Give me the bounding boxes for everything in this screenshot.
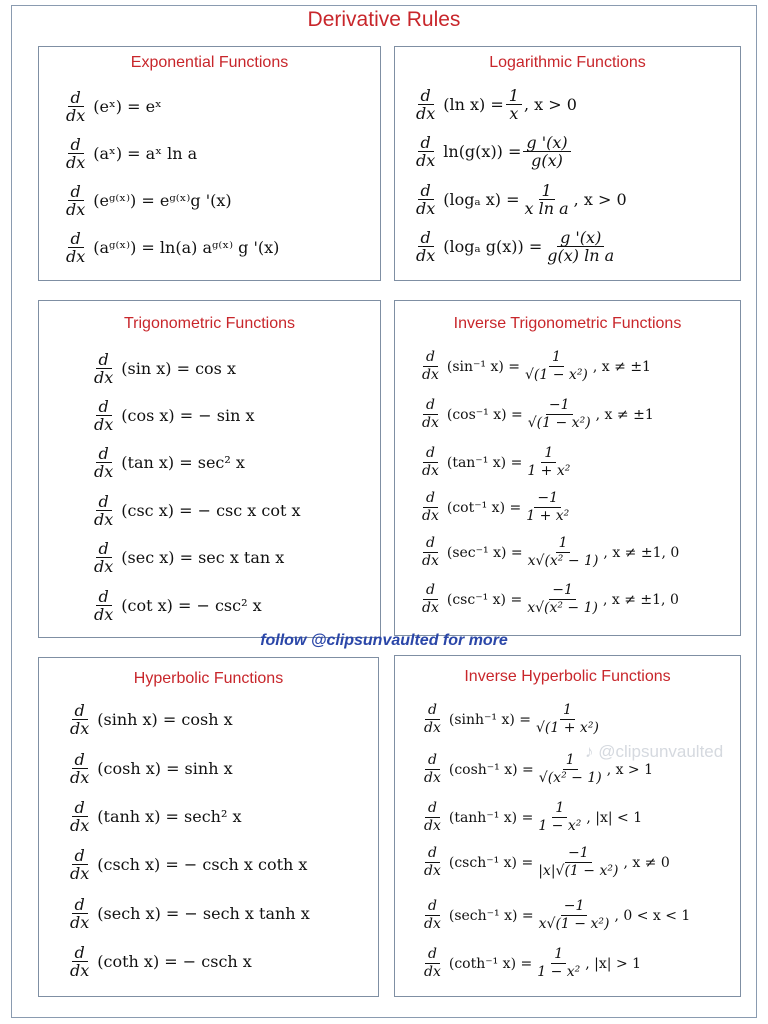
rule: $\frac{d}{dx}$ (csch⁻¹ x) = $\frac{-1}{\text{|x|√(1 − x²)}}$ , x ≠ 0: [424, 845, 670, 879]
watermark-follow: follow @clipsunvaulted for more: [260, 632, 508, 649]
watermark-tiktok: ♪ @clipsunvaulted: [585, 742, 724, 761]
panel-inverse-hyperbolic: [394, 655, 741, 997]
panel-title: Inverse Hyperbolic Functions: [464, 668, 671, 685]
rule: $\frac{d}{dx}$ (tan⁻¹ x) = $\frac{1}{\text{1 + x²}}$: [422, 445, 571, 479]
panel-trigonometric: [38, 300, 381, 638]
rule: $\frac{d}{dx}$ (csc⁻¹ x) = $\frac{-1}{\text{x√(x² − 1)}}$ , x ≠ ±1, 0: [422, 582, 679, 616]
panel-logarithmic: [394, 46, 741, 281]
rule: $\frac{d}{dx}$ (tanh⁻¹ x) = $\frac{1}{\text{1 − x²}}$ , |x| < 1: [424, 800, 643, 834]
rule: $\frac{d}{dx}$ (sech x) = − sech x tanh x: [70, 895, 310, 932]
rule: $\frac{d}{dx}$ (sec⁻¹ x) = $\frac{1}{\text{x√(x² − 1)}}$ , x ≠ ±1, 0: [422, 535, 680, 569]
rule: $\frac{d}{dx}$ (aˣ) = aˣ ln a: [66, 135, 198, 172]
rule: $\frac{d}{dx}$ (cos⁻¹ x) = $\frac{-1}{\text{√(1 − x²)}}$ , x ≠ ±1: [422, 397, 654, 431]
rule: $\frac{d}{dx}$ (sec x) = sec x tan x: [94, 539, 285, 576]
rule: $\frac{d}{dx}$ (sech⁻¹ x) = $\frac{-1}{\text{x√(1 − x²)}}$ , 0 < x < 1: [424, 898, 691, 932]
rule: $\frac{d}{dx}$ (sin⁻¹ x) = $\frac{1}{\text{√(1 − x²)}}$ , x ≠ ±1: [422, 349, 651, 383]
panel-exponential: [38, 46, 381, 281]
panel-title: Trigonometric Functions: [123, 315, 296, 332]
page-title: Derivative Rules: [307, 8, 461, 31]
rule: $\frac{d}{dx}$ ln(g(x)) = $\frac{g '(x)}{g(x)}$: [411, 134, 573, 169]
rule: $\frac{d}{dx}$ (cot⁻¹ x) = $\frac{-1}{\text{1 + x²}}$: [422, 490, 570, 524]
rule: $\frac{d}{dx}$ (csch x) = − csch x coth x: [70, 846, 308, 883]
rule: $\frac{d}{dx}$ (eˣ) = eˣ: [66, 88, 162, 125]
rule: $\frac{d}{dx}$ (sinh x) = cosh x: [70, 701, 233, 738]
rule: $\frac{d}{dx}$ (tanh x) = sech² x: [70, 798, 242, 835]
rule: $\frac{d}{dx}$ (cosh x) = sinh x: [70, 750, 233, 787]
rule: $\frac{d}{dx}$ (cot x) = − csc² x: [94, 587, 262, 624]
rule: $\frac{d}{dx}$ (csc x) = − csc x cot x: [94, 492, 301, 529]
rule: $\frac{d}{dx}$ (aᵍ⁽ˣ⁾) = ln(a) aᵍ⁽ˣ⁾ g '(x): [66, 229, 280, 266]
rule: $\frac{d}{dx}$ (logₐ x) = $\frac{1}{\text{x ln a}}$ , x > 0: [416, 181, 627, 218]
panel-title: Hyperbolic Functions: [133, 670, 284, 687]
rule: $\frac{d}{dx}$ (cosh⁻¹ x) = $\frac{1}{\text{√(x² − 1)}}$ , x > 1: [424, 752, 654, 786]
rule: $\frac{d}{dx}$ (sinh⁻¹ x) = $\frac{1}{\text{√(1 + x²)}}$: [424, 702, 599, 736]
rule: $\frac{d}{dx}$ (tan x) = sec² x: [94, 444, 245, 481]
rule: $\frac{d}{dx}$ (eᵍ⁽ˣ⁾) = eᵍ⁽ˣ⁾g '(x): [66, 182, 232, 219]
rule: $\frac{d}{dx}$ (sin x) = cos x: [94, 350, 236, 387]
panel-title: Exponential Functions: [130, 54, 289, 71]
panel-title: Inverse Trigonometric Functions: [453, 315, 682, 332]
rule: $\frac{d}{dx}$ (coth⁻¹ x) = $\frac{1}{\text{1 − x²}}$ , |x| > 1: [424, 946, 642, 980]
rule: $\frac{d}{dx}$ (ln x) = $\frac{1}{x}$ , x > 0: [416, 86, 577, 123]
panel-title: Logarithmic Functions: [489, 54, 646, 71]
panel-hyperbolic: [38, 657, 379, 997]
panel-inverse-trigonometric: [394, 300, 741, 636]
rule: $\frac{d}{dx}$ (cos x) = − sin x: [94, 397, 255, 434]
rule: $\frac{d}{dx}$ (coth x) = − csch x: [70, 943, 252, 980]
rule: $\frac{d}{dx}$ (logₐ g(x)) = $\frac{g '(x)}{\text{g(x) ln a}}$: [416, 228, 615, 265]
